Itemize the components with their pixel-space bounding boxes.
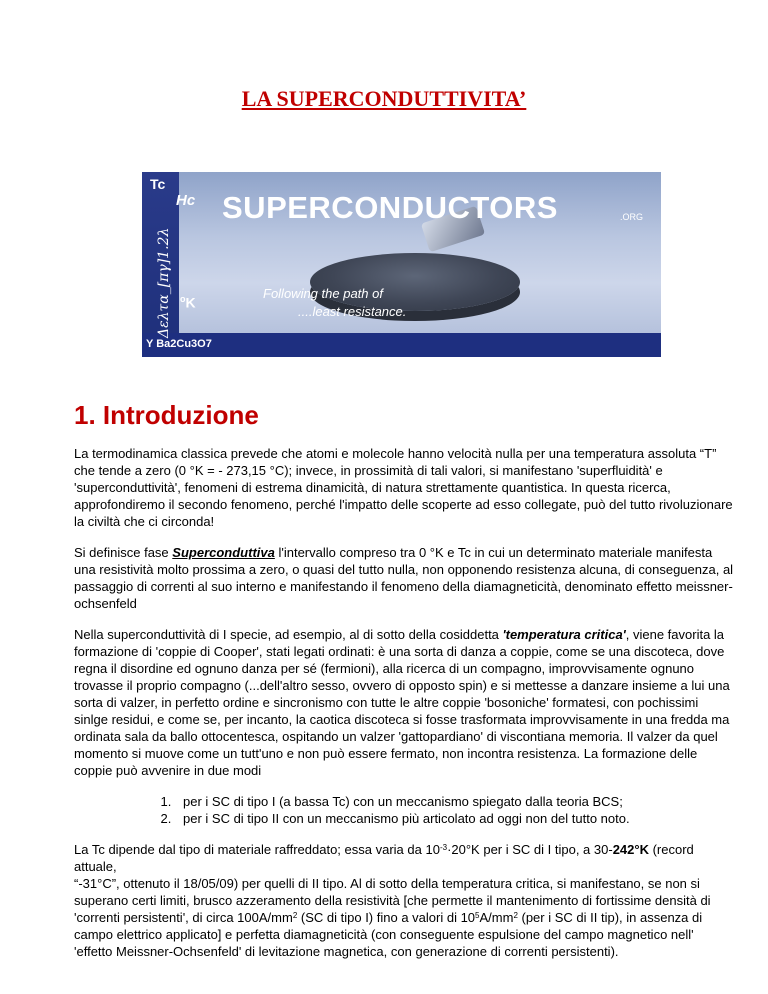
banner-bottom-strip — [142, 333, 661, 357]
paragraph-cooper-pairs: Nella superconduttività di I specie, ad esempio, al di sotto della cosiddetta 'temperatura critica', viene favorita la formazione di 'coppie di Cooper', stati legati ordinati: è una sorta di danza a coppie, come se una discoteca, dove regna il disordine ed ognuno danza per sé (fermioni), alla ricerca di un compagno, improvvisamente ognuno trovasse il proprio compagno (...dell'altro sesso, ovvero di opposto spin) e si mettesse a danzare insieme a lui una sorta di valzer, in perfetto ordine e sincronismo con tutte le altre coppie 'bosoniche' formatesi, con pochissimi sinlge residui, e come se, per incanto, la caotica discoteca si fosse trasformata improvvisamente in una fredda ma ordinata sala da ballo ottocentesca, ospitando un valzer 'gattopardiano' di viscontiana memoria. Il valzer da quel momento si muove come un tutt'uno e non può essere fermato, non incontra resistenza. La formazione delle coppie può avvenire in due modi — [74, 627, 730, 778]
list-item: 2. per i SC di tipo II con un meccanismo più articolato ad oggi non del tutto noto. — [175, 810, 734, 827]
superconductors-banner-image — [142, 172, 661, 357]
section-heading: 1. Introduzione — [74, 400, 259, 430]
banner-greek-label: Δελτα_[πγ]1.2λ — [156, 227, 172, 338]
levitating-disk-graphic — [310, 253, 520, 311]
pairing-modes-list — [74, 793, 734, 827]
paragraph-critical-temperature: La Tc dipende dal tipo di materiale raffreddato; essa varia da $10^{-3}\cdot 20^\circ K$ per i SC di I tipo, a 30-242°K (record attuale, “-31°C”, ottenuto il 18/05/09) per quelli di II tipo. Al di sotto della temperatura critica, si manifestano, se non si superano certi limiti, brusco azzeramento della resistività [che permette il mantenimento di fortissime densità di 'correnti persistenti', di circa $100A/mm^2$ (SC di tipo I) fino a valori di $10^5A/mm^2$ (per i SC di II tip), in assenza di campo elettrico applicato] e perfetta diamagneticità (con conseguente espulsione del campo magnetico nell' 'effetto Meissner-Ochsenfeld' di levitazione magnetica, con generazione di correnti persistenti). — [74, 842, 711, 959]
term-temperatura-critica: 'temperatura critica' — [502, 627, 626, 642]
banner-formula: Y Ba2Cu3O7 — [146, 338, 212, 350]
banner-site-name: SUPERCONDUCTORS — [222, 190, 558, 225]
record-temperature: 242°K — [612, 842, 649, 857]
document-title: LA SUPERCONDUTTIVITA’ — [241, 86, 527, 111]
document-body — [74, 445, 734, 974]
banner-tagline-line-2: ....least resistance. — [298, 304, 407, 319]
banner-kelvin-label: $^o$K — [180, 294, 196, 311]
term-superconduttiva: Superconduttiva — [172, 545, 275, 560]
paragraph-definition: Si definisce fase Superconduttiva l'intervallo compreso tra 0 °K e Tc in cui un determinato materiale manifesta una resistività molto prossima a zero, o quasi del tutto nulla, non opponendo resistenza alcuna, di conseguenza, al passaggio di correnti al suo interno e manifestando il fenomeno della diamagneticità, denominato effetto meissner-ochsenfeld — [74, 545, 734, 611]
paragraph-intro: La termodinamica classica prevede che atomi e molecole hanno velocità nulla per una temperatura assoluta “T” che tende a zero (0 °K = - 273,15 °C); invece, in prossimità di tali valori, si manifestano 'superfluidità' e 'superconduttività', fenomeni di estrema dinamicità, di natura strettamente quantistica. In questa ricerca, approfondiremo il secondo fenomeno, perché l'impatto delle scoperte ad esso collegate, può del tutto rivoluzionare la civiltà che ci circonda! — [74, 446, 733, 529]
banner-org-suffix: .ORG — [620, 212, 644, 222]
banner-tc-label: Tc — [150, 176, 166, 192]
banner-tagline-line-1: Following the path of — [263, 286, 383, 301]
list-item: 1. per i SC di tipo I (a bassa Tc) con un meccanismo spiegato dalla teoria BCS; — [175, 793, 734, 810]
banner-hc-label: Hc — [176, 192, 196, 209]
